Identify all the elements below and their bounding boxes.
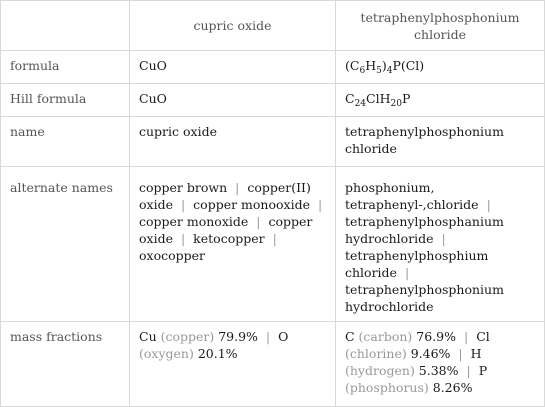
cell-text: ClH — [366, 91, 391, 106]
cell-text: Cl — [476, 329, 490, 344]
cell-text: C — [345, 329, 359, 344]
row-label-alternate-names: alternate names — [1, 167, 130, 322]
subscript: 5 — [376, 66, 382, 76]
row-label-name: name — [1, 117, 130, 167]
cell-text: copper oxide — [139, 214, 313, 246]
subscript: 4 — [386, 66, 393, 76]
cell-hill-formula-tetraphenylphosphonium-chloride — [336, 84, 545, 117]
subscript: 6 — [359, 66, 366, 76]
cell-text: P(Cl) — [392, 58, 425, 73]
separator: | — [466, 363, 471, 378]
cell-name-tetraphenylphosphonium-chloride — [336, 117, 545, 167]
element-name: (carbon) — [358, 329, 413, 344]
row-label-mass-fractions: mass fractions — [1, 322, 130, 407]
element-name: (oxygen) — [139, 346, 194, 361]
cell-text: 76.9% — [412, 329, 456, 344]
cell-text: H — [365, 58, 377, 73]
cell-text: cupric oxide — [139, 124, 217, 139]
cell-text: ) — [381, 58, 387, 73]
cell-text: copper monoxide — [139, 214, 249, 229]
cell-alternate-names-cupric-oxide — [130, 167, 336, 322]
table-row — [1, 84, 545, 117]
cell-text: copper brown — [139, 180, 228, 195]
separator: | — [235, 180, 240, 195]
cell-text: copper(II) oxide — [139, 180, 311, 212]
element-name: (chlorine) — [345, 346, 407, 361]
cell-text: Cu — [139, 329, 161, 344]
column-header-tetraphenylphosphonium-chloride: tetraphenylphosphonium chloride — [336, 1, 545, 51]
separator: | — [458, 346, 463, 361]
cell-text: oxocopper — [139, 248, 206, 263]
cell-text: CuO — [139, 91, 167, 106]
cell-text: 5.38% — [414, 363, 459, 378]
cell-text: phosphonium, tetraphenyl-,chloride — [345, 180, 479, 212]
element-name: (copper) — [160, 329, 215, 344]
cell-name-cupric-oxide — [130, 117, 336, 167]
cell-text: 9.46% — [406, 346, 451, 361]
separator: | — [404, 265, 410, 280]
cell-text: P — [401, 91, 411, 106]
row-label-hill-formula: Hill formula — [1, 84, 130, 117]
cell-alternate-names-tetraphenylphosphonium-chloride — [336, 167, 545, 322]
cell-text: tetraphenylphosphanium hydrochloride — [345, 214, 504, 246]
element-name: (phosphorus) — [345, 380, 429, 395]
subscript: 24 — [354, 99, 367, 109]
cell-text: 8.26% — [428, 380, 473, 395]
table-row — [1, 322, 545, 407]
separator: | — [463, 329, 469, 344]
column-header-cupric-oxide: cupric oxide — [130, 1, 336, 51]
cell-text: CuO — [139, 58, 167, 73]
cell-text: O — [278, 329, 289, 344]
row-label-formula: formula — [1, 51, 130, 84]
separator: | — [272, 231, 277, 246]
cell-text: 79.9% — [214, 329, 258, 344]
separator: | — [180, 231, 186, 246]
subscript: 20 — [390, 99, 402, 109]
cell-text: 20.1% — [193, 346, 238, 361]
cell-mass-fractions-tetraphenylphosphonium-chloride — [336, 322, 545, 407]
cell-formula-cupric-oxide — [130, 51, 336, 84]
cell-text: H — [470, 346, 482, 361]
cell-formula-tetraphenylphosphonium-chloride — [336, 51, 545, 84]
cell-text: copper monooxide — [193, 197, 310, 212]
separator: | — [180, 197, 186, 212]
element-name: (hydrogen) — [345, 363, 415, 378]
cell-text: ketocopper — [193, 231, 265, 246]
cell-text: tetraphenylphosphonium chloride — [345, 124, 504, 156]
separator: | — [256, 214, 261, 229]
separator: | — [441, 231, 446, 246]
table-row — [1, 167, 545, 322]
separator: | — [265, 329, 271, 344]
table-row — [1, 51, 545, 84]
cell-text: C — [345, 91, 355, 106]
separator: | — [317, 197, 323, 212]
cell-text: P — [478, 363, 488, 378]
table-row — [1, 117, 545, 167]
corner-cell — [1, 1, 130, 51]
cell-hill-formula-cupric-oxide — [130, 84, 336, 117]
cell-text: tetraphenylphosphium chloride — [345, 248, 489, 280]
cell-mass-fractions-cupric-oxide — [130, 322, 336, 407]
separator: | — [486, 197, 491, 212]
header-row — [1, 1, 545, 51]
cell-text: (C — [345, 58, 360, 73]
cell-text: tetraphenylphosphonium hydrochloride — [345, 282, 504, 314]
